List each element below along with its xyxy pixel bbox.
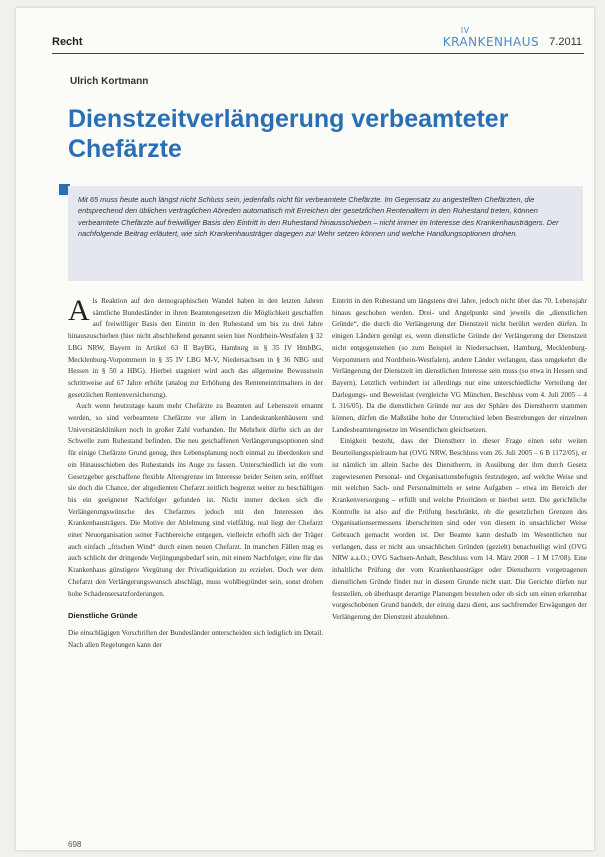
column-right (332, 296, 587, 624)
paragraph-1-text: ls Reaktion auf den demographischen Wandel haben in den letzten Jahren sämtliche Bundesländer in ihren Beamtengesetzen die Möglichkeit geschaffen auf freiwilliger Basis den Eintritt in den Ruhestand um bis zu drei Jahre hinauszuschieben (hier nicht abschließend genannt seien hier Nordrhein-Westfalen § 32 LBG NRW, Bayern in Artikel 63 II BayBG, Hamburg in § 35 IV HmbBG, Mecklenburg-Vorpommern in § 35 IV LBG M-V, Niedersachsen in § 36 NBG und Hessen in § 50 a HBG). Hierbei stagniert wird auch das allgemeine Bewusstsein schrittweise auf 67 Jahre erhöht (analog zur Erhöhung des Renteneintrittsalters in der gesetzlichen Rentenversicherung). (68, 297, 323, 399)
page-header (52, 26, 582, 52)
abstract-box (68, 186, 583, 281)
subheading: Dienstliche Gründe (68, 611, 138, 621)
page-number: 698 (68, 840, 82, 849)
issue-number: 7.2011 (549, 36, 582, 48)
header-divider (52, 53, 584, 54)
header-right (442, 26, 582, 52)
author-name: Ulrich Kortmann (70, 76, 149, 87)
magazine-logo (442, 26, 540, 49)
logo-text: KRANKENHAUS (442, 35, 540, 49)
paragraph-5: Einigkeit besteht, dass der Dienstherr in dieser Frage einen sehr weiten Beurteilungsspielraum hat (OVG NRW, Beschluss vom 26. Juli 2005 – 6 B 1172/05), er ist nämlich im allein Sache des Dienstherrn, in Ausübung der ihm durch Gesetz zugewiesenen Personal- und Organisationsbefugnis festzulegen, auf welche Weise und mit welchen Sach- und Personalmitteln er seine Aufgaben – etwa im Bereich der Krankenversorgung – erfüllt und welche Prioritäten er hierbei setzt. Die gerichtliche Kontrolle ist also auf die Prüfung beschränkt, ob die gesetzlichen Grenzen des Organisationsermessens überschritten sind oder von diesem in unsachlicher Weise Gebrauch gemacht worden ist. Der Beamte kann deshalb im Wesentlichen nur verlangen, dass er nicht aus unsachlichen Gründen (gezielt) benachteiligt wird (OVG NRW a.a.O.; OVG Sachsen-Anhalt, Beschluss vom 14. März 2008 – 1 M 17/08). Eine inhaltliche Prüfung der vom Krankenhausträger oder Dienstherrn vorgetragenen dienstlichen Gründe findet nur in diesem Grunde nicht statt. Die Gerichte dürfen nur feststellen, ob überhaupt derartige Planungen bestehen oder ob sich um einen erkennbar vorgeschobenen Grund handelt, der einzig dazu dient, aus sachfremder Erwägungen der Verlängerung der Dienstzeit abzulehnen. (332, 437, 587, 621)
paragraph-2: Auch wenn heutzutage kaum mehr Chefärzte zu Beamten auf Lebenszeit ernannt werden, so sind verbeamtete Chefärzte vor allem in Landeskrankenhäusern und Universitätskliniken noch in großer Zahl vorhanden. Ihr Mehrheit dürfte sich an der Schwelle zum Ruhestand befinden. Die neu geschaffenen Verlängerungsoptionen sind für einige Chefärzte Grund genug, ihre Lebensplanung noch einmal zu überdenken und ein Hinausschieben des Ruhestands ins Auge zu fassen. Unterschiedlich ist die vom Gesetzgeber geschaffene flexible Altersgrenze im Interesse beider Seiten sein, eröffnet sie doch die Chance, der altgedienten Chefarzt zeitlich begrenzt weiter zu beschäftigen bis ein geeigneter Nachfolger gefunden ist. Nicht immer decken sich die Verlängerungswünsche des Chefarztes jedoch mit den Interessen des Krankenhausträgers. Die Motive der Ablehnung sind vielfältig, real liegt der Chefarzt einer Neuorganisation seiner Fachbereiche entgegen, vielleicht erhofft sich der Träger auch einfach „frischen Wind“ durch einen neuen Chefarzt. In manchen Fällen mag es auch schlicht der dringende Verjüngungsbedarf sein, mit einem Nachfolger, eine für das Krankenhaus günstigere Vergütung der Privatliquidation zu erzielen. Doch wer dem Chefarzt den Verlängerungswunsch abschlägt, muss wohlbegründet sein, sonst drohen hohe Schadensersatzforderungen. (68, 402, 323, 598)
paragraph-3: Die einschlägigen Vorschriften der Bundesländer unterscheiden sich lediglich im Detail. Nach allen Regelungen kann der (68, 628, 323, 649)
paragraph-4: Eintritt in den Ruhestand um längstens drei Jahre, jedoch nicht über das 70. Lebensjahr hinaus geschoben werden. Drei- und Angelpunkt sind jeweils die „dienstlichen Gründe“, die durch die Verlängerung der Dienstzeit nicht berührt werden dürfen. In einigen Ländern genügt es, wenn dienstliche Gründe der Verlängerung der Dienstzeit nicht entgegenstehen (so zum Beispiel in Niedersachsen, Hamburg, Mecklenburg-Vorpommern und Nordrhein-Westfalen), andere Länder verlangen, dass umgekehrt die Verlängerung der Dienstzeit im dienstlichen Interesse sein muss (so etwa in Hessen und Bayern). Letztlich verhindert ist allerdings nur eine unterschiedliche Verteilung der Darlegungs- und Beweislast (vergleiche VG München, Beschluss vom 4. Juli 2005 – 4 L 316/05). Da die dienstlichen Gründe nur aus der Sphäre des Dienstherrn stammen können, dürfen die Maßstäbe hohe der Unterschied leben Bestrebungen der einzelnen Landesbeamtengesetze im Wesentlichen gleichsetzen. (332, 297, 587, 434)
column-left (68, 296, 323, 651)
abstract-text: Mit 65 muss heute auch längst nicht Schluss sein, jedenfalls nicht für verbeamtete Chefärzte. Im Gegensatz zu angestellten Chefärzten, die entsprechend den üblichen vertraglichen Abreden automatisch mit Erreichen der gesetzlichen Rentenaltern in den Ruhestand treten, können verbeamtete Chefärzte auf freiwilliger Basis den Eintritt in den Ruhestand hinausschieben – nicht immer im Interesse des Krankenhausträgers. Der nachfolgende Beitrag erläutert, wie sich Krankenhausträger dagegen zur Wehr setzen können und welche Handlungsoptionen drohen. (78, 195, 559, 238)
article-title: Dienstzeitverlängerung verbeamteter Chefärzte (68, 105, 509, 163)
drop-cap: A (68, 294, 90, 327)
section-label: Recht (52, 36, 83, 48)
logo-mark: IV (460, 26, 470, 35)
paragraph-1 (68, 296, 323, 401)
